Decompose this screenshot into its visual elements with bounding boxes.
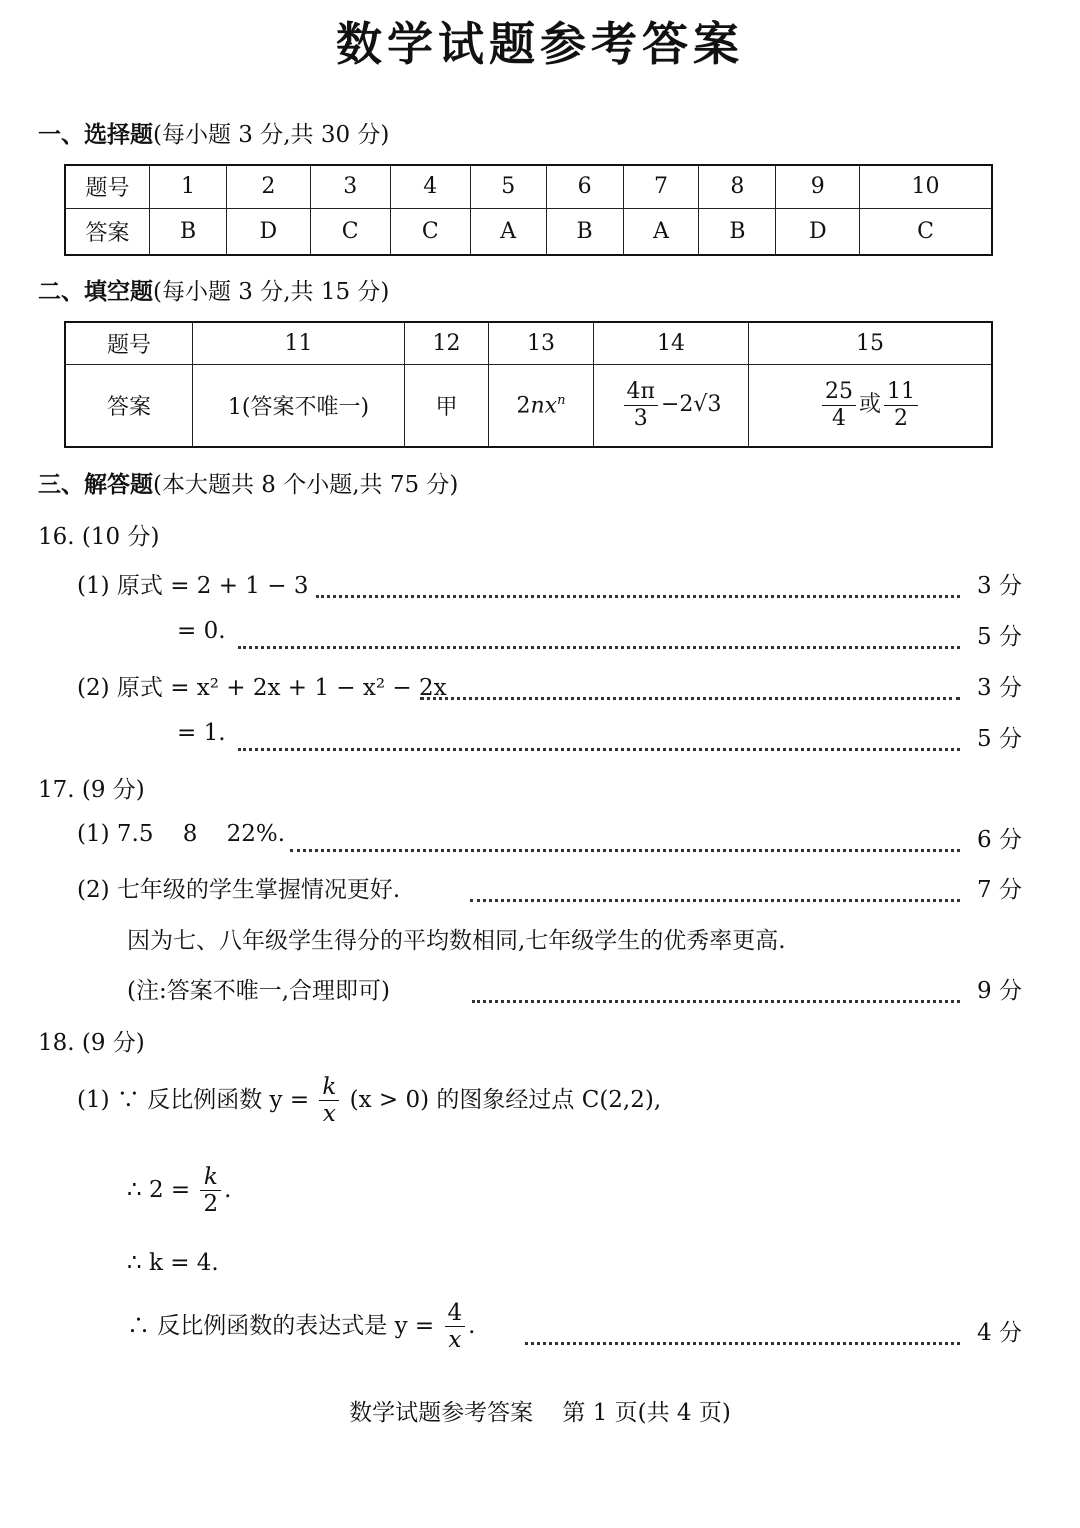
q17-line-2-score: 7 分: [977, 877, 1022, 903]
section-solve-note: (本大题共 8 个小题,共 75 分): [153, 472, 459, 498]
section-fill-title: 二、填空题: [38, 279, 153, 305]
dot-leader: [525, 1314, 960, 1345]
q16-line-1: [0, 567, 1080, 607]
q17-line-1-text: (1) 7.5 8 22%.: [77, 821, 286, 847]
fill-answer-row: [65, 364, 992, 447]
q17-line-4-score: 9 分: [977, 978, 1022, 1004]
q18-line-2-pre: ∴ 2 =: [127, 1176, 191, 1203]
choice-answer-cell: D: [227, 208, 311, 255]
choice-number-cell: 7: [623, 165, 699, 208]
section-choice-title: 一、选择题: [38, 122, 153, 148]
dot-leader: [472, 972, 960, 1003]
choice-answer-cell: B: [546, 208, 623, 255]
q17-line-2-text: (2) 七年级的学生掌握情况更好.: [77, 877, 401, 903]
fill-answer-cell-14: [594, 364, 749, 447]
fill-answer-cell-11: 1(答案不唯一): [193, 364, 405, 447]
q18-line-2-denominator: 2: [203, 1191, 219, 1218]
choice-number-cell: 4: [390, 165, 470, 208]
fill-answer-cell-12: 甲: [405, 364, 489, 447]
a15-fraction-2: [884, 379, 918, 431]
q16-line-2-score: 5 分: [977, 624, 1022, 650]
section-solve-heading: [38, 466, 458, 499]
choice-answer-cell: C: [390, 208, 470, 255]
q18-line-4-numerator: 4: [445, 1300, 466, 1327]
dot-leader: [238, 618, 960, 649]
q17-line-4: [0, 972, 1080, 1012]
fill-answer-table: [64, 321, 993, 448]
a15-or: 或: [858, 392, 881, 418]
choice-answer-label: 答案: [65, 208, 150, 255]
q18-line-3: ∴ k = 4.: [127, 1250, 219, 1276]
fill-number-label: 题号: [65, 322, 193, 364]
q18-line-4-score: 4 分: [977, 1320, 1022, 1346]
choice-answer-cell: A: [623, 208, 699, 255]
choice-answer-row: [65, 208, 992, 255]
q18-line-2-fraction: [200, 1164, 221, 1218]
choice-answer-cell: A: [470, 208, 546, 255]
q18-line-1-post: (x > 0) 的图象经过点 C(2,2),: [349, 1086, 662, 1113]
dot-leader: [420, 669, 960, 700]
q16-line-3: [0, 669, 1080, 709]
dot-leader: [316, 567, 960, 598]
q17-line-4-text: (注:答案不唯一,合理即可): [127, 978, 391, 1004]
q16-line-4-score: 5 分: [977, 726, 1022, 752]
q16-line-4-text: = 1.: [177, 720, 226, 746]
choice-answer-cell: C: [860, 208, 992, 255]
q16-line-4: [0, 720, 1080, 760]
section-choice-note: (每小题 3 分,共 30 分): [153, 122, 390, 148]
fill-number-cell: 12: [405, 322, 489, 364]
fill-answer-label: 答案: [65, 364, 193, 447]
choice-answer-cell: D: [776, 208, 860, 255]
choice-answer-cell: C: [310, 208, 390, 255]
q18-line-4-fraction: [445, 1300, 466, 1354]
a15-numerator-2: 11: [884, 379, 918, 405]
q17-line-2: [0, 871, 1080, 911]
section-solve-title: 三、解答题: [38, 472, 153, 498]
q18-line-1-denominator: x: [322, 1101, 336, 1128]
q18-line-1-pre: (1) ∵ 反比例函数 y =: [77, 1086, 310, 1113]
q18-line-4-post: .: [468, 1312, 476, 1339]
fill-number-cell: 11: [193, 322, 405, 364]
q18-line-4-pre: ∴ 反比例函数的表达式是 y =: [127, 1312, 435, 1339]
a13-exponent: n: [557, 392, 566, 408]
q18-line-1-numerator: k: [322, 1074, 337, 1100]
choice-number-cell: 8: [699, 165, 776, 208]
a14-fraction: [624, 379, 658, 431]
choice-number-cell: 1: [150, 165, 227, 208]
q18-line-4-text: [127, 1300, 475, 1354]
a14-numerator: 4π: [624, 379, 658, 405]
choice-number-cell: 9: [776, 165, 860, 208]
q16-line-3-score: 3 分: [977, 675, 1022, 701]
fill-answer-cell-13: [489, 364, 594, 447]
q16-line-2-text: = 0.: [177, 618, 226, 644]
a15-denominator-1: 4: [831, 405, 846, 431]
q18-heading: 18. (9 分): [38, 1030, 145, 1056]
a15-numerator-1: 25: [822, 379, 856, 405]
choice-number-cell: 2: [227, 165, 311, 208]
q18-line-2-numerator: k: [203, 1164, 218, 1190]
fill-number-cell: 14: [594, 322, 749, 364]
choice-number-row: [65, 165, 992, 208]
choice-number-cell: 6: [546, 165, 623, 208]
choice-number-label: 题号: [65, 165, 150, 208]
a15-denominator-2: 2: [894, 405, 908, 431]
choice-answer-table: [64, 164, 993, 256]
q16-line-3-text: (2) 原式 = x² + 2x + 1 − x² − 2x: [77, 675, 447, 701]
q16-heading: 16. (10 分): [38, 524, 160, 550]
a14-denominator: 3: [633, 405, 648, 431]
q17-line-1: [0, 821, 1080, 861]
q17-heading: 17. (9 分): [38, 777, 145, 803]
q16-line-2: [0, 618, 1080, 658]
q16-line-1-text: (1) 原式 = 2 + 1 − 3: [77, 573, 309, 599]
a13-variable: nx: [530, 392, 558, 418]
section-choice-heading: [38, 116, 389, 149]
choice-answer-cell: B: [699, 208, 776, 255]
q16-line-1-score: 3 分: [977, 573, 1022, 599]
q17-line-1-score: 6 分: [977, 827, 1022, 853]
q18-line-1-fraction: [319, 1074, 339, 1128]
section-fill-heading: [38, 273, 389, 306]
fill-number-cell: 13: [489, 322, 594, 364]
choice-answer-cell: B: [150, 208, 227, 255]
a13-base: 2: [516, 392, 531, 418]
q18-line-2: [127, 1164, 231, 1218]
page-footer: 数学试题参考答案 第 1 页(共 4 页): [349, 1400, 731, 1426]
q18-line-4-denominator: x: [448, 1327, 462, 1354]
a14-tail: −2√3: [661, 392, 722, 418]
choice-number-cell: 5: [470, 165, 546, 208]
dot-leader: [470, 871, 960, 902]
q17-line-3-text: 因为七、八年级学生得分的平均数相同,七年级学生的优秀率更高.: [127, 928, 786, 954]
fill-number-cell: 15: [749, 322, 993, 364]
section-fill-note: (每小题 3 分,共 15 分): [153, 279, 390, 305]
dot-leader: [238, 720, 960, 751]
fill-number-row: [65, 322, 992, 364]
q17-line-3: [0, 922, 1080, 962]
q18-line-2-post: .: [224, 1176, 232, 1203]
fill-answer-cell-15: [749, 364, 993, 447]
a15-fraction-1: [822, 379, 856, 431]
choice-number-cell: 3: [310, 165, 390, 208]
page-title: 数学试题参考答案: [336, 17, 744, 71]
dot-leader: [290, 821, 960, 852]
q18-line-4: [0, 1300, 1080, 1354]
q18-line-1: [77, 1074, 661, 1128]
choice-number-cell: 10: [860, 165, 992, 208]
